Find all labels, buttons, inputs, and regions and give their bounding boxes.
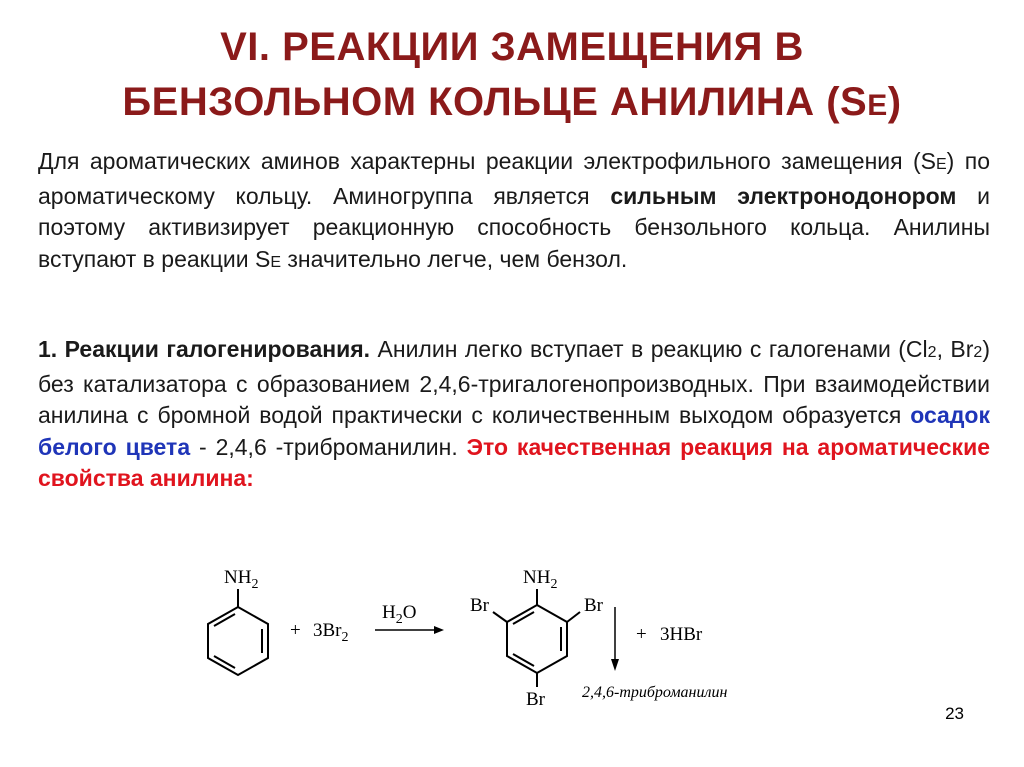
para1-text-1: Для ароматических аминов характерны реакции электрофильного замещения (S <box>38 148 936 174</box>
plus-sign-1: + <box>290 620 301 641</box>
slide-title <box>40 20 984 133</box>
para2-cl-subscript: 2 <box>927 344 937 361</box>
product-ring <box>507 605 567 673</box>
precipitate-arrow <box>611 607 619 671</box>
title-line-2-end: ) <box>887 80 902 124</box>
condition-water: $H_2O$ <box>382 602 417 627</box>
product-br-bottom: Br <box>526 689 545 710</box>
aniline-double-bond-3 <box>214 614 235 626</box>
title-line-2-main: БЕНЗОЛЬНОМ КОЛЬЦЕ АНИЛИНА (S <box>122 80 868 124</box>
arrow-head <box>434 626 444 634</box>
reaction-scheme <box>0 555 1024 725</box>
paragraph-halogenation <box>38 334 990 495</box>
reaction-arrow <box>375 602 444 634</box>
product-cbr-bond-right <box>567 612 580 622</box>
para2-text-3: ) без катализатора с образованием 2,4,6-тригалогенопроизводных. При взаимодействии анилина с бромной водой практически с количественным выходом образуется <box>38 336 990 428</box>
byproduct-hbr: 3HBr <box>660 624 703 645</box>
para2-text-1: Анилин легко вступает в реакцию с галогенами (Cl <box>370 336 928 362</box>
para2-text-2: , Br <box>936 336 974 362</box>
para2-text-4: - 2,4,6 -триброманилин. <box>190 433 467 460</box>
para2-br-subscript: 2 <box>973 344 983 361</box>
para2-heading: 1. Реакции галогенирования. <box>38 336 371 362</box>
plus-sign-2: + <box>636 624 647 645</box>
precipitate-arrow-head <box>611 659 619 671</box>
product-double-bond-2 <box>513 654 534 666</box>
para2-red-highlight: Это качественная реакция на ароматические свойства анилина: <box>38 433 990 491</box>
product-double-bond-3 <box>513 612 534 624</box>
para1-text-4: значительно легче, чем бензол. <box>281 245 628 272</box>
page-number: 23 <box>945 704 964 723</box>
para1-text-2: ) по ароматическому кольцу. Аминогруппа является <box>38 148 990 209</box>
product-name: 2,4,6-триброманилин <box>582 684 728 701</box>
product-cbr-bond-left <box>493 612 507 622</box>
para1-se-1: E <box>936 156 947 173</box>
para2-blue-highlight: осадок белого цвета <box>38 402 990 460</box>
reagent-bromine: $3Br_2$ <box>313 620 349 645</box>
product-nh2-label: $NH_2$ <box>523 567 558 592</box>
title-se-subscript: E <box>867 89 888 122</box>
para1-bold-term: сильным электронодонором <box>610 182 957 209</box>
para1-text-3: и поэтому активизирует реакционную способность бензольного кольца. Анилины вступают в реакции S <box>38 182 990 272</box>
aniline-double-bond-2 <box>214 656 235 668</box>
aniline-nh2-label: $NH_2$ <box>224 567 259 592</box>
aniline-ring <box>208 607 268 675</box>
product-br-right: Br <box>584 595 603 616</box>
product-br-left: Br <box>470 595 489 616</box>
title-line-2 <box>40 75 984 133</box>
title-line-1: VI. РЕАКЦИИ ЗАМЕЩЕНИЯ В <box>220 25 804 69</box>
para1-se-2: E <box>270 253 281 271</box>
paragraph-intro <box>38 146 990 278</box>
aniline-structure <box>208 567 268 675</box>
